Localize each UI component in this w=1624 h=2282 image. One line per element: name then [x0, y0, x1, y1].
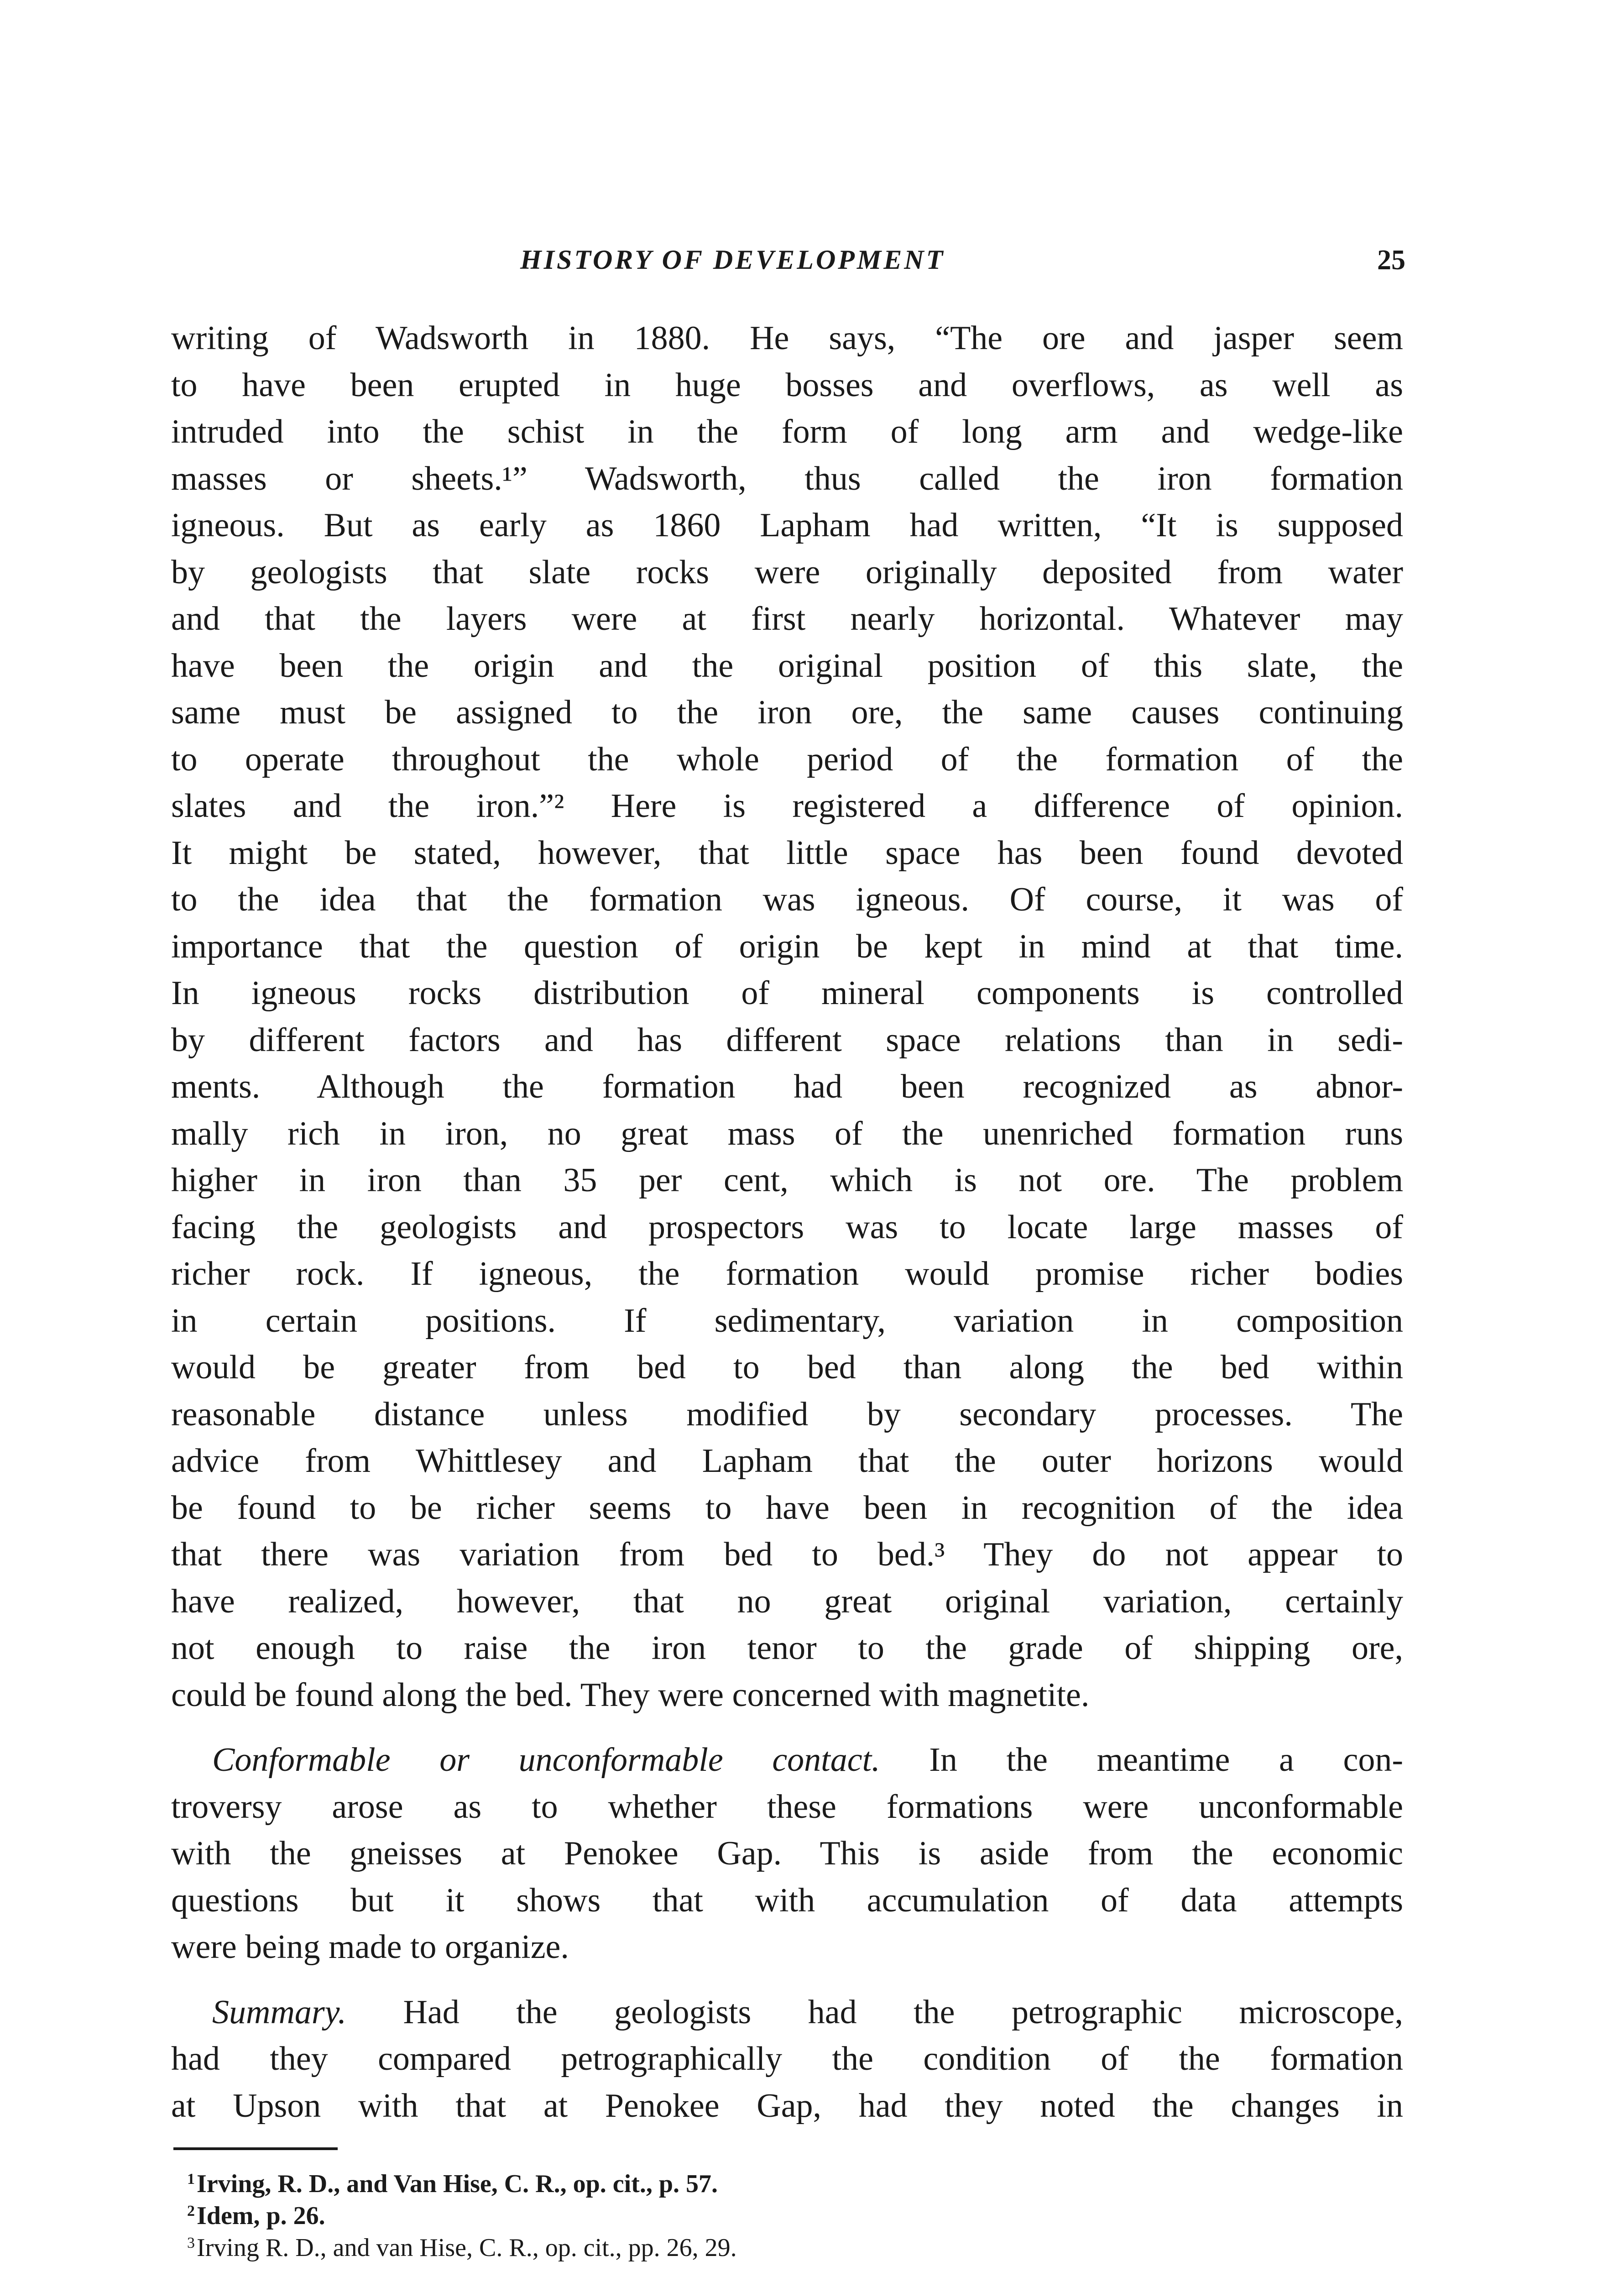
text-line — [171, 1989, 1403, 2036]
footnote-mark: 3 — [187, 2235, 195, 2251]
footnote-3 — [187, 2230, 1100, 2261]
footnote-text: Irving R. D., and van Hise, C. R., op. cit., pp. 26, 29. — [197, 2234, 737, 2262]
text-line: and that the layers were at first nearly horizontal. Whatever may — [171, 600, 1403, 638]
text-run: In the meantime a con- — [880, 1741, 1403, 1779]
text-line: masses or sheets.¹” Wadsworth, thus called the iron formation — [171, 460, 1403, 497]
text-run: Had the geologists had the petrographic microscope, — [346, 1993, 1403, 2031]
text-line: questions but it shows that with accumulation of data attempts — [171, 1881, 1403, 1919]
text-line: richer rock. If igneous, the formation would promise richer bodies — [171, 1255, 1403, 1293]
text-line: troversy arose as to whether these formations were unconformable — [171, 1788, 1403, 1826]
page-header — [173, 235, 1405, 285]
text-line: importance that the question of origin be kept in mind at that time. — [171, 927, 1403, 965]
text-line: to have been erupted in huge bosses and overflows, as well as — [171, 366, 1403, 404]
text-line: would be greater from bed to bed than along the bed within — [171, 1349, 1403, 1386]
running-head: HISTORY OF DEVELOPMENT — [520, 245, 945, 275]
text-line: same must be assigned to the iron ore, the same causes continuing — [171, 694, 1403, 731]
footnote-1 — [187, 2166, 1100, 2198]
text-line: be found to be richer seems to have been in recognition of the idea — [171, 1489, 1403, 1527]
text-line: writing of Wadsworth in 1880. He says, “The ore and jasper seem — [171, 319, 1403, 357]
footnote-2 — [187, 2198, 1100, 2230]
text-line: to operate throughout the whole period of the formation of the — [171, 740, 1403, 778]
page-number: 25 — [1377, 245, 1405, 276]
paragraph-conformable-contact — [171, 1737, 1403, 1971]
footnote-text: Idem, p. 26. — [197, 2202, 325, 2230]
paragraph-summary — [171, 1989, 1403, 2130]
text-line: could be found along the bed. They were concerned with magnetite. — [171, 1676, 1090, 1714]
text-line: advice from Whittlesey and Lapham that the outer horizons would — [171, 1442, 1403, 1480]
text-line: had they compared petrographically the condition of the formation — [171, 2040, 1403, 2078]
text-line: In igneous rocks distribution of mineral components is controlled — [171, 974, 1403, 1012]
text-line: in certain positions. If sedimentary, variation in composition — [171, 1302, 1403, 1340]
text-line: igneous. But as early as 1860 Lapham had written, “It is supposed — [171, 507, 1403, 544]
text-line: were being made to organize. — [171, 1928, 569, 1966]
section-heading-summary: Summary. — [212, 1993, 346, 2031]
text-line: that there was variation from bed to bed.³ They do not appear to — [171, 1536, 1403, 1573]
body-text — [171, 315, 1403, 2129]
text-line: to the idea that the formation was igneous. Of course, it was of — [171, 881, 1403, 918]
text-line: ments. Although the formation had been recognized as abnor- — [171, 1068, 1403, 1105]
footnote-mark: 1 — [187, 2171, 195, 2188]
text-line: It might be stated, however, that little space has been found devoted — [171, 834, 1403, 872]
text-line: facing the geologists and prospectors was to locate large masses of — [171, 1208, 1403, 1246]
footnote-divider — [173, 2147, 338, 2150]
text-line: intruded into the schist in the form of long arm and wedge-like — [171, 413, 1403, 450]
footnote-mark: 2 — [187, 2203, 195, 2219]
paragraph-wadsworth-lapham — [171, 315, 1403, 1718]
text-line: by different factors and has different space relations than in sedi- — [171, 1021, 1403, 1059]
text-line: higher in iron than 35 per cent, which is not ore. The problem — [171, 1162, 1403, 1199]
footnotes — [187, 2166, 1100, 2261]
text-line: by geologists that slate rocks were originally deposited from water — [171, 553, 1403, 591]
section-heading-conformable: Conformable or unconformable contact. — [212, 1741, 880, 1779]
text-line: at Upson with that at Penokee Gap, had they noted the changes in — [171, 2087, 1403, 2125]
text-line: slates and the iron.”² Here is registered a difference of opinion. — [171, 787, 1403, 825]
text-line: have been the origin and the original position of this slate, the — [171, 647, 1403, 685]
text-line: with the gneisses at Penokee Gap. This is aside from the economic — [171, 1835, 1403, 1872]
text-line: reasonable distance unless modified by secondary processes. The — [171, 1395, 1403, 1433]
footnote-text: Irving, R. D., and Van Hise, C. R., op. cit., p. 57. — [197, 2170, 718, 2198]
text-line: have realized, however, that no great original variation, certainly — [171, 1582, 1403, 1620]
text-line — [171, 1737, 1403, 1784]
text-line: mally rich in iron, no great mass of the unenriched formation runs — [171, 1115, 1403, 1152]
text-line: not enough to raise the iron tenor to the grade of shipping ore, — [171, 1629, 1403, 1667]
